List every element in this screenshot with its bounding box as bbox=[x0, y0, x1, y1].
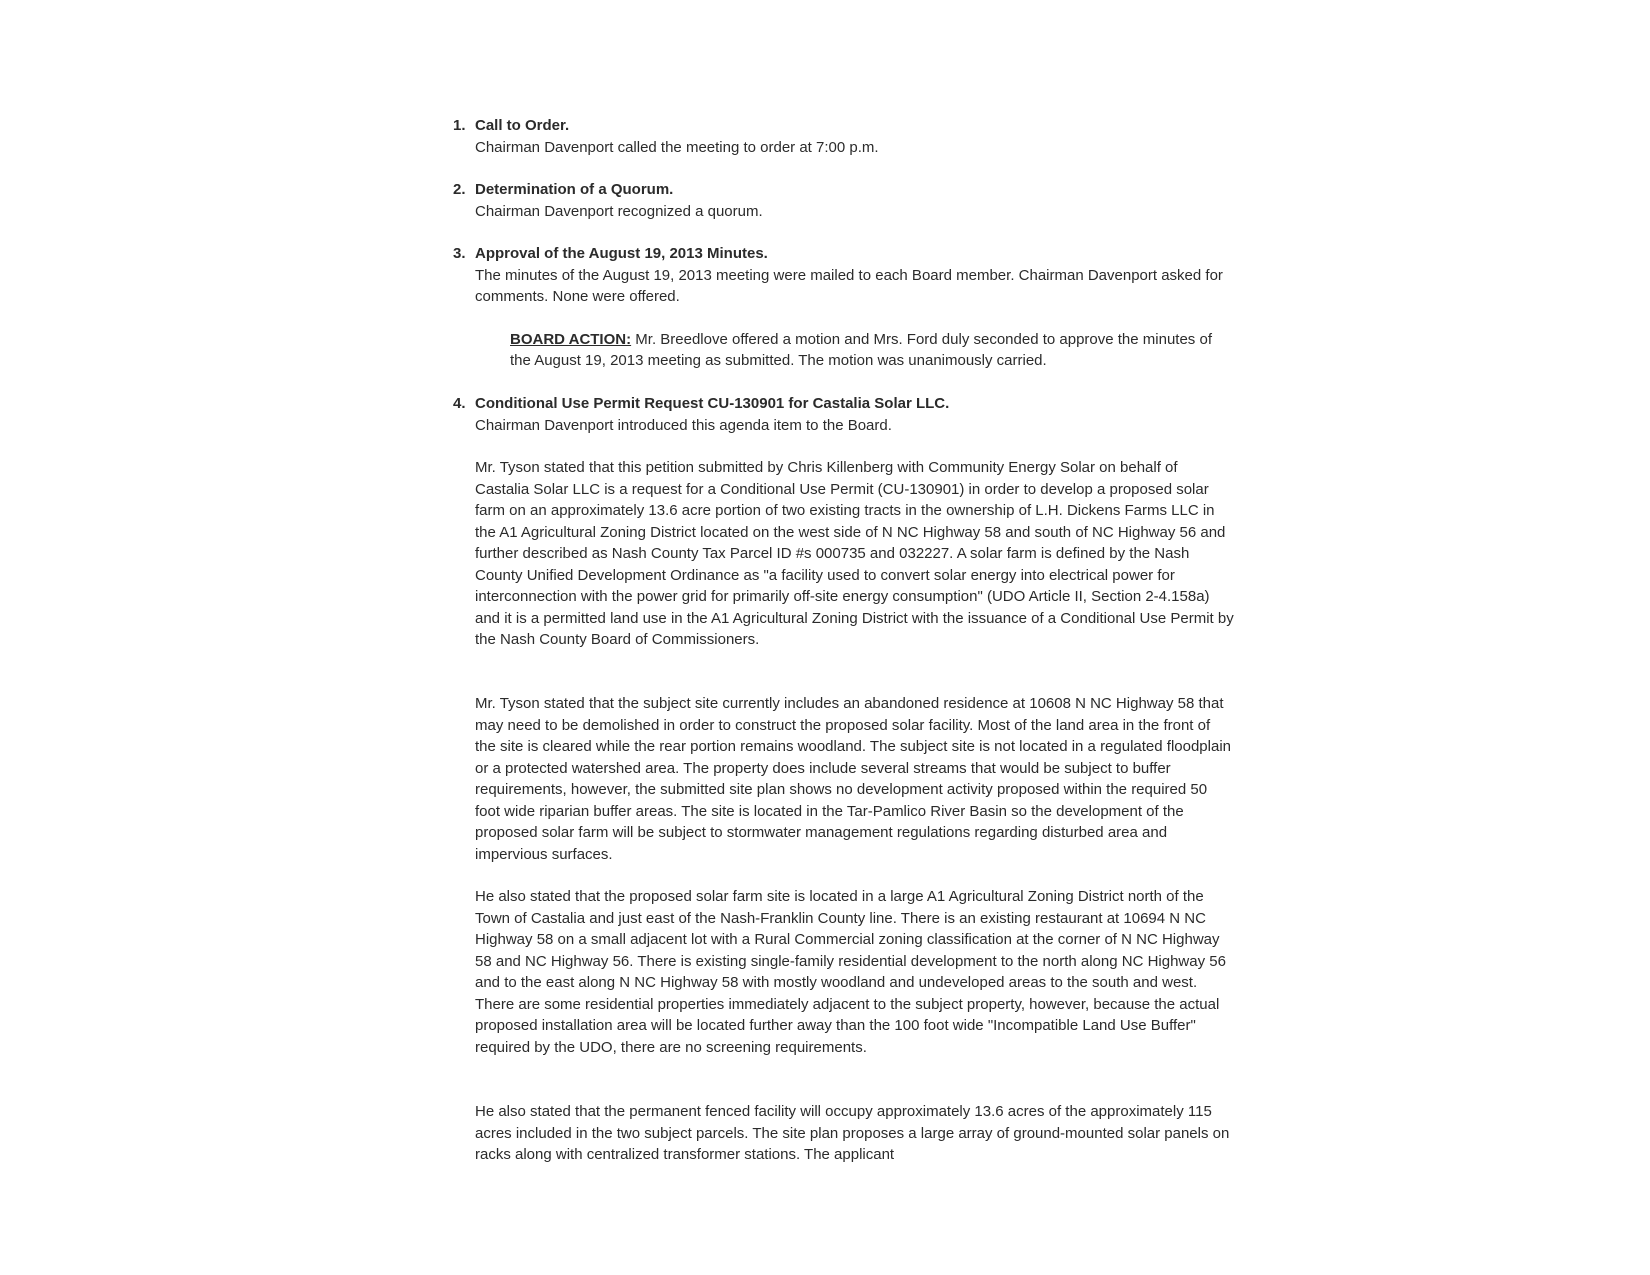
body-paragraph: Mr. Tyson stated that this petition submitted by Chris Killenberg with Community Energy Solar on behalf of Castalia Solar LLC is a request for a Conditional Use Permit (CU-130901) in order to develop a proposed solar farm on an approximately 13.6 acre portion of two existing tracts in the ownership of L.H. Dickens Farms LLC in the A1 Agricultural Zoning District located on the west side of N NC Highway 58 and south of NC Highway 56 and further described as Nash County Tax Parcel ID #s 000735 and 032227. A solar farm is defined by the Nash County Unified Development Ordinance as "a facility used to convert solar energy into electrical power for interconnection with the power grid for primarily off-site energy consumption" (UDO Article II, Section 2-4.158a) and it is a permitted land use in the A1 Agricultural Zoning District with the issuance of a Conditional Use Permit by the Nash County Board of Commissioners. bbox=[475, 459, 1234, 648]
item-heading: Determination of a Quorum. bbox=[475, 181, 674, 198]
body-paragraph: He also stated that the permanent fenced facility will occupy approximately 13.6 acres of the approximately 115 acres included in the two subject parcels. The site plan proposes a large array of ground-mounted solar panels on racks along with centralized transformer stations. The applicant bbox=[475, 1103, 1230, 1163]
item-text: Chairman Davenport introduced this agenda item to the Board. bbox=[475, 416, 892, 434]
agenda-item-minutes-approval bbox=[453, 243, 1223, 372]
agenda-item-conditional-use-permit bbox=[453, 393, 1223, 436]
board-action-label: BOARD ACTION: bbox=[510, 330, 632, 348]
item-number: 2. bbox=[453, 181, 466, 198]
item-number: 4. bbox=[453, 395, 466, 412]
item-text: Chairman Davenport recognized a quorum. bbox=[475, 202, 763, 220]
item-number: 3. bbox=[453, 245, 466, 262]
item-text: Chairman Davenport called the meeting to order at 7:00 p.m. bbox=[475, 138, 879, 156]
item-heading: Approval of the August 19, 2013 Minutes. bbox=[475, 245, 768, 262]
board-action-text: Mr. Breedlove offered a motion and Mrs. Ford duly seconded to approve the minutes of the August 19, 2013 meeting as submitted. The motion was unanimously carried. bbox=[510, 330, 1212, 369]
item-number: 1. bbox=[453, 117, 466, 134]
agenda-item-quorum bbox=[453, 179, 1223, 222]
agenda-item-call-to-order bbox=[453, 115, 1223, 158]
item-text: The minutes of the August 19, 2013 meeting were mailed to each Board member. Chairman Davenport asked for comments. None were offered. bbox=[475, 266, 1223, 305]
item-heading: Call to Order. bbox=[475, 117, 570, 134]
item-heading: Conditional Use Permit Request CU-130901 for Castalia Solar LLC. bbox=[475, 395, 950, 412]
body-paragraph: He also stated that the proposed solar farm site is located in a large A1 Agricultural Zoning District north of the Town of Castalia and just east of the Nash-Franklin County line. There is an existing restaurant at 10694 N NC Highway 58 on a small adjacent lot with a Rural Commercial zoning classification at the corner of N NC Highway 58 and NC Highway 56. There is existing single-family residential development to the north along NC Highway 56 and to the east along N NC Highway 58 with mostly woodland and undeveloped areas to the south and west. There are some residential properties immediately adjacent to the subject property, however, because the actual proposed installation area will be located further away than the 100 foot wide "Incompatible Land Use Buffer" required by the UDO, there are no screening requirements. bbox=[475, 888, 1226, 1056]
body-paragraph: Mr. Tyson stated that the subject site currently includes an abandoned residence at 10608 N NC Highway 58 that may need to be demolished in order to construct the proposed solar facility. Most of the land area in the front of the site is cleared while the rear portion remains woodland. The subject site is not located in a regulated floodplain or a protected watershed area. The property does include several streams that would be subject to buffer requirements, however, the submitted site plan shows no development activity proposed within the required 50 foot wide riparian buffer areas. The site is located in the Tar-Pamlico River Basin so the development of the proposed solar farm will be subject to stormwater management regulations regarding disturbed area and impervious surfaces. bbox=[475, 695, 1231, 863]
board-action-block bbox=[510, 329, 1223, 372]
